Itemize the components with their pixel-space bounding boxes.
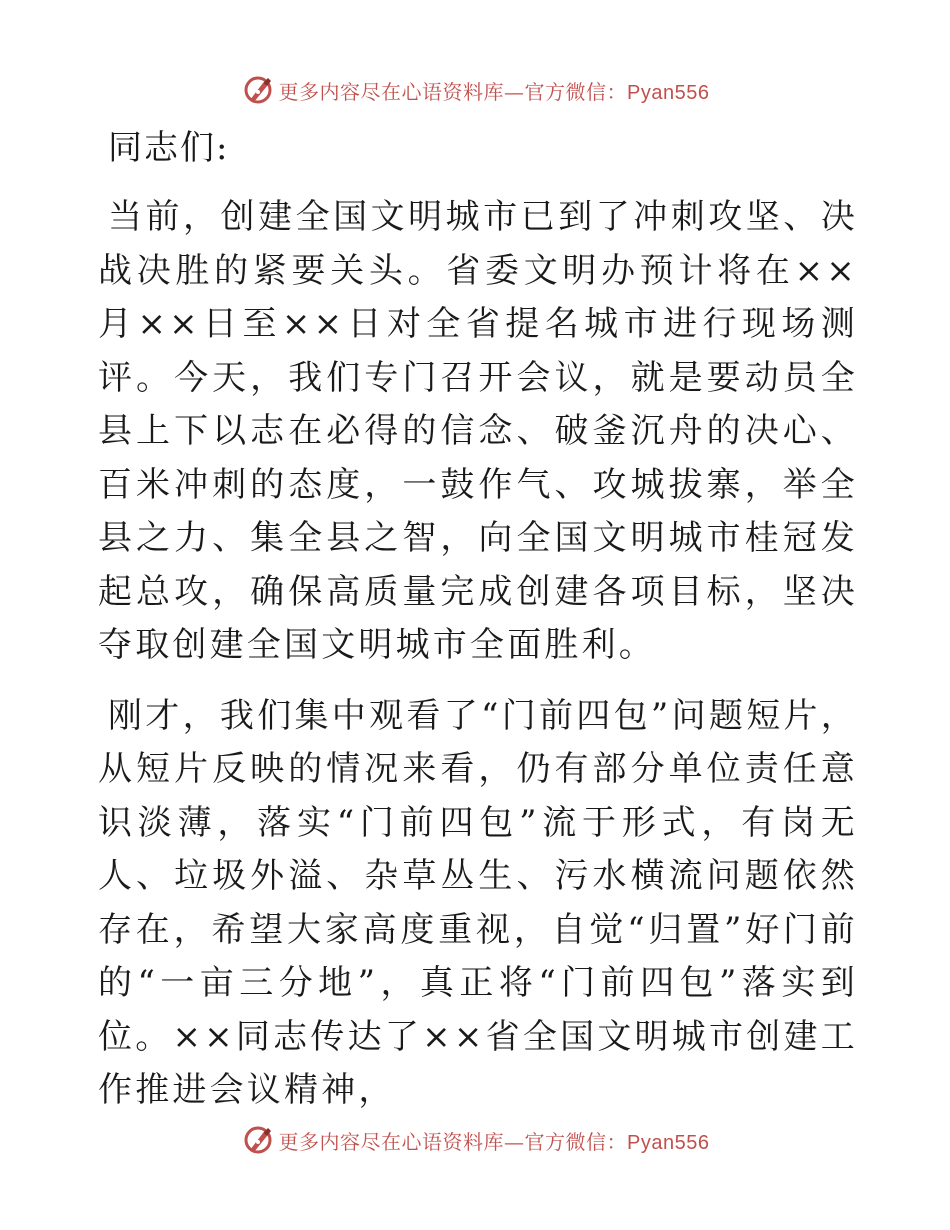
banner-dash: — [504, 1129, 525, 1154]
header-banner-text [279, 76, 710, 105]
banner-wechat-label: 官方微信： [524, 1129, 628, 1154]
pen-nib-logo-icon [241, 73, 275, 107]
banner-site-name: 更多内容尽在心语资料库 [278, 79, 505, 104]
footer-banner-text [279, 1126, 710, 1155]
paragraph: 刚才，我们集中观看了“门前四包”问题短片，从短片反映的情况来看，仍有部分单位责任意识淡薄，落实“门前四包”流于形式，有岗无人、垃圾外溢、杂草丛生、污水横流问题依然存在，希望大家高度重视，自觉“归置”好门前的“一亩三分地”，真正将“门前四包”落实到位。××同志传达了××省全国文明城市创建工作推进会议精神， [98, 695, 858, 1110]
pen-nib-logo-icon [241, 1123, 275, 1157]
banner-wechat-id: Pyan556 [627, 81, 710, 104]
banner-dash: — [504, 79, 525, 104]
banner-wechat-id: Pyan556 [627, 1131, 710, 1154]
document-body [98, 122, 858, 1135]
salutation: 同志们: [108, 128, 230, 168]
header-banner [0, 70, 950, 110]
footer-banner [0, 1120, 950, 1160]
banner-wechat-label: 官方微信： [524, 79, 628, 104]
banner-site-name: 更多内容尽在心语资料库 [278, 1129, 505, 1154]
paragraph: 当前，创建全国文明城市已到了冲刺攻坚、决战决胜的紧要关头。省委文明办预计将在××月××日至××日对全省提名城市进行现场测评。今天，我们专门召开会议，就是要动员全县上下以志在必得的信念、破釜沉舟的决心、百米冲刺的态度，一鼓作气、攻城拔寨，举全县之力、集全县之智，向全国文明城市桂冠发起总攻，确保高质量完成创建各项目标，坚决夺取创建全国文明城市全面胜利。 [98, 197, 858, 665]
